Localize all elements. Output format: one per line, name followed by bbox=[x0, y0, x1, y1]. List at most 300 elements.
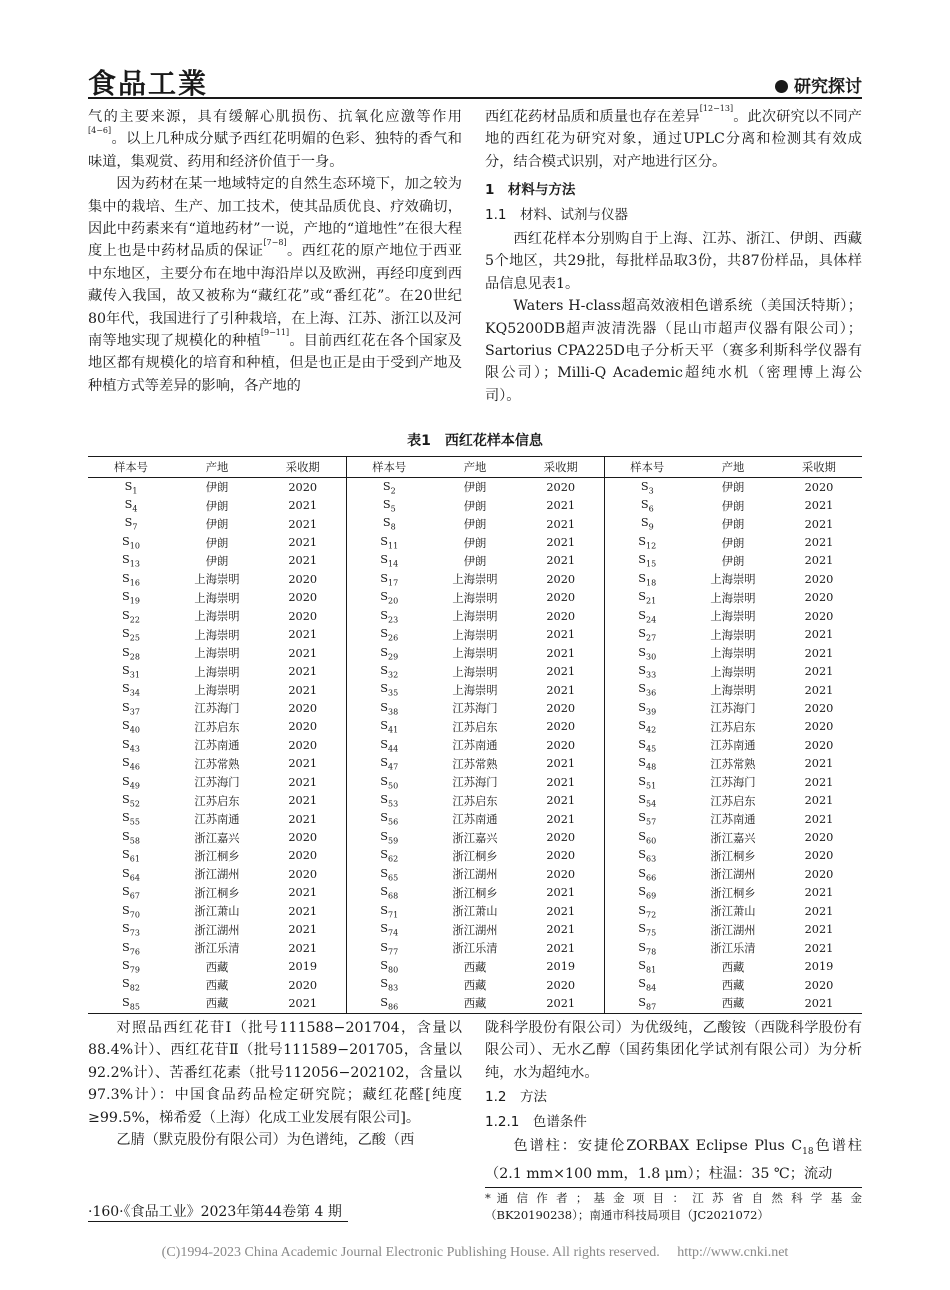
sample-id-cell: $S_{35}$ bbox=[346, 681, 432, 699]
sample-id-cell: $S_{46}$ bbox=[122, 756, 140, 772]
sample-id-cell: $S_{25}$ bbox=[122, 627, 140, 643]
origin-cell: 西藏 bbox=[432, 994, 518, 1013]
origin-cell: 浙江乐清 bbox=[710, 942, 756, 956]
sample-id-cell: $S_{22}$ bbox=[122, 608, 140, 624]
table-row bbox=[88, 699, 862, 717]
table-row bbox=[88, 976, 862, 994]
origin-cell: 西藏 bbox=[721, 979, 745, 993]
sample-id-cell: $S_{42}$ bbox=[604, 718, 690, 736]
section-label bbox=[775, 72, 862, 97]
sample-id-cell: $S_{39}$ bbox=[604, 699, 690, 717]
origin-cell: 浙江桐乡 bbox=[710, 886, 756, 900]
harvest-year-cell: 2020 bbox=[804, 572, 834, 586]
harvest-year-cell: 2020 bbox=[804, 867, 834, 881]
table-header-cell: 产地 bbox=[432, 457, 518, 478]
text: 色谱柱（2.1 mm×100 mm，1.8 μm）；柱温：35 ℃；流动 bbox=[485, 1138, 862, 1183]
harvest-year-cell: 2020 bbox=[546, 591, 576, 605]
origin-cell: 浙江桐乡 bbox=[194, 849, 240, 863]
sample-id-cell: $S_{52}$ bbox=[122, 793, 140, 809]
origin-cell: 上海崇明 bbox=[194, 647, 240, 661]
table-header-cell: 采收期 bbox=[776, 457, 862, 478]
harvest-year-cell: 2020 bbox=[288, 609, 318, 623]
table-row bbox=[88, 644, 862, 662]
origin-cell: 浙江嘉兴 bbox=[710, 831, 756, 845]
harvest-year-cell: 2020 bbox=[804, 831, 834, 845]
sample-id-cell: $S_{17}$ bbox=[346, 570, 432, 588]
harvest-year-cell: 2021 bbox=[546, 683, 576, 697]
harvest-year-cell: 2021 bbox=[804, 628, 834, 642]
left-column-bottom bbox=[88, 1017, 462, 1151]
harvest-year-cell: 2020 bbox=[288, 480, 318, 494]
origin-cell: 浙江湖州 bbox=[710, 923, 756, 937]
harvest-year-cell: 2021 bbox=[804, 499, 834, 513]
page-footer: ·160·《食品工业》2023年第44卷第 4 期 bbox=[88, 1204, 342, 1220]
harvest-year-cell: 2021 bbox=[804, 665, 834, 679]
subsection-heading: 1.2 方法 bbox=[485, 1089, 547, 1106]
harvest-year-cell: 2021 bbox=[288, 554, 318, 568]
origin-cell: 浙江湖州 bbox=[452, 923, 498, 937]
origin-cell: 上海崇明 bbox=[710, 610, 756, 624]
origin-cell: 上海崇明 bbox=[452, 573, 498, 587]
origin-cell: 西藏 bbox=[463, 979, 487, 993]
harvest-year-cell: 2020 bbox=[288, 978, 318, 992]
origin-cell: 浙江萧山 bbox=[452, 905, 498, 919]
origin-cell: 江苏启东 bbox=[452, 720, 498, 734]
sample-id-cell: $S_{36}$ bbox=[604, 681, 690, 699]
origin-cell: 伊朗 bbox=[205, 554, 229, 568]
harvest-year-cell: 2020 bbox=[546, 701, 576, 715]
origin-cell: 上海崇明 bbox=[710, 591, 756, 605]
paragraph: 陇科学股份有限公司）为优级纯，乙酸铵（西陇科学股份有限公司）、无水乙醇（国药集团化学试剂有限公司）为分析纯，水为超纯水。 bbox=[485, 1020, 862, 1081]
sample-id-cell: $S_{77}$ bbox=[346, 939, 432, 957]
sample-id-cell: $S_{63}$ bbox=[604, 847, 690, 865]
harvest-year-cell: 2020 bbox=[546, 978, 576, 992]
harvest-year-cell: 2021 bbox=[804, 646, 834, 660]
sample-id-cell: $S_{72}$ bbox=[604, 902, 690, 920]
origin-cell: 上海崇明 bbox=[710, 665, 756, 679]
sample-id-cell: $S_{65}$ bbox=[346, 865, 432, 883]
table-row bbox=[88, 810, 862, 828]
sample-id-cell: $S_{69}$ bbox=[604, 884, 690, 902]
text: 因为药材在某一地域特定的自然生态环境下，加之较为集中的栽培、生产、加工技术，使其品质优良、疗效确切，因此中药素来有“道地药材”一说，产地的“道地性”在很大程度上也是中药材品质的保证 bbox=[88, 176, 462, 260]
table-row bbox=[88, 736, 862, 754]
origin-cell: 江苏启东 bbox=[710, 720, 756, 734]
table-row bbox=[88, 626, 862, 644]
origin-cell: 江苏常熟 bbox=[452, 757, 498, 771]
origin-cell: 上海崇明 bbox=[194, 684, 240, 698]
sample-id-cell: $S_{32}$ bbox=[346, 662, 432, 680]
section-heading: 1 材料与方法 bbox=[485, 182, 576, 199]
harvest-year-cell: 2020 bbox=[546, 609, 576, 623]
origin-cell: 浙江桐乡 bbox=[452, 886, 498, 900]
sample-id-cell: $S_{60}$ bbox=[604, 828, 690, 846]
sample-id-cell: $S_{30}$ bbox=[604, 644, 690, 662]
harvest-year-cell: 2020 bbox=[804, 701, 834, 715]
sample-id-cell: $S_{15}$ bbox=[604, 552, 690, 570]
sample-id-cell: $S_{67}$ bbox=[122, 885, 140, 901]
harvest-year-cell: 2020 bbox=[804, 978, 834, 992]
header-divider bbox=[88, 97, 862, 99]
origin-cell: 西藏 bbox=[690, 994, 776, 1013]
harvest-year-cell: 2021 bbox=[288, 886, 318, 900]
harvest-year-cell: 2021 bbox=[288, 665, 318, 679]
origin-cell: 伊朗 bbox=[205, 499, 229, 513]
origin-cell: 江苏海门 bbox=[710, 776, 756, 790]
origin-cell: 西藏 bbox=[205, 979, 229, 993]
harvest-year-cell: 2021 bbox=[804, 794, 834, 808]
table-row bbox=[88, 552, 862, 570]
harvest-year-cell: 2020 bbox=[546, 831, 576, 845]
sample-id-cell: $S_{73}$ bbox=[122, 922, 140, 938]
text: 。以上几种成分赋予西红花明媚的色彩、独特的香气和味道，集观赏、药用和经济价值于一身。 bbox=[88, 131, 462, 170]
harvest-year-cell: 2021 bbox=[546, 554, 576, 568]
harvest-year-cell: 2019 bbox=[546, 960, 576, 974]
table-header-cell: 样本号 bbox=[604, 457, 690, 478]
harvest-year-cell: 2021 bbox=[546, 886, 576, 900]
origin-cell: 上海崇明 bbox=[452, 647, 498, 661]
harvest-year-cell: 2020 bbox=[546, 480, 576, 494]
origin-cell: 江苏启东 bbox=[194, 720, 240, 734]
origin-cell: 上海崇明 bbox=[452, 610, 498, 624]
origin-cell: 江苏南通 bbox=[452, 739, 498, 753]
origin-cell: 江苏海门 bbox=[194, 702, 240, 716]
sample-id-cell: $S_{78}$ bbox=[604, 939, 690, 957]
harvest-year-cell: 2021 bbox=[804, 554, 834, 568]
harvest-year-cell: 2021 bbox=[288, 628, 318, 642]
harvest-year-cell: 2020 bbox=[804, 480, 834, 494]
origin-cell: 上海崇明 bbox=[452, 628, 498, 642]
harvest-year-cell: 2021 bbox=[288, 775, 318, 789]
sample-id-cell: $S_{19}$ bbox=[122, 590, 140, 606]
origin-cell: 浙江湖州 bbox=[194, 868, 240, 882]
table-header-cell: 采收期 bbox=[260, 457, 346, 478]
origin-cell: 伊朗 bbox=[463, 481, 487, 495]
sample-id-cell: $S_{27}$ bbox=[604, 626, 690, 644]
origin-cell: 伊朗 bbox=[205, 536, 229, 550]
table-header-row bbox=[88, 457, 862, 478]
table-header-cell: 采收期 bbox=[518, 457, 604, 478]
sample-id-cell: $S_{51}$ bbox=[604, 773, 690, 791]
harvest-year-cell: 2021 bbox=[804, 923, 834, 937]
sample-id-cell: $S_{54}$ bbox=[604, 791, 690, 809]
sample-id-cell: $S_{81}$ bbox=[604, 957, 690, 975]
sample-id-cell: $S_{37}$ bbox=[122, 700, 140, 717]
origin-cell: 上海崇明 bbox=[194, 665, 240, 679]
harvest-year-cell: 2021 bbox=[546, 499, 576, 513]
subsubsection-heading: 1.2.1 色谱条件 bbox=[485, 1113, 587, 1130]
origin-cell: 浙江桐乡 bbox=[710, 849, 756, 863]
sample-id-cell: $S_{80}$ bbox=[346, 957, 432, 975]
harvest-year-cell: 2021 bbox=[804, 812, 834, 826]
harvest-year-cell: 2021 bbox=[804, 757, 834, 771]
sample-id-cell: $S_{57}$ bbox=[604, 810, 690, 828]
table-row bbox=[88, 828, 862, 846]
origin-cell: 上海崇明 bbox=[710, 628, 756, 642]
harvest-year-cell: 2019 bbox=[804, 960, 834, 974]
harvest-year-cell: 2021 bbox=[288, 812, 318, 826]
sample-id-cell: $S_{44}$ bbox=[346, 736, 432, 754]
harvest-year-cell: 2021 bbox=[546, 941, 576, 955]
origin-cell: 伊朗 bbox=[721, 518, 745, 532]
text: 。此次研究以不同产地的西红花为研究对象，通过UPLC分离和检测其有效成分，结合模式识别，对产地进行区分。 bbox=[485, 109, 862, 170]
harvest-year-cell: 2021 bbox=[288, 499, 318, 513]
sample-id-cell: $S_{29}$ bbox=[346, 644, 432, 662]
harvest-year-cell: 2020 bbox=[288, 720, 318, 734]
harvest-year-cell: 2021 bbox=[288, 757, 318, 771]
sample-id-cell: $S_{87}$ bbox=[604, 994, 690, 1013]
sample-id-cell: $S_{14}$ bbox=[346, 552, 432, 570]
harvest-year-cell: 2021 bbox=[804, 536, 834, 550]
harvest-year-cell: 2021 bbox=[288, 646, 318, 660]
sample-id-cell: $S_{16}$ bbox=[122, 571, 140, 588]
table-row bbox=[88, 939, 862, 957]
citation: [7−8] bbox=[263, 238, 287, 248]
origin-cell: 浙江桐乡 bbox=[452, 849, 498, 863]
paragraph bbox=[485, 1135, 862, 1186]
sample-id-cell: $S_{66}$ bbox=[604, 865, 690, 883]
origin-cell: 浙江乐清 bbox=[194, 942, 240, 956]
origin-cell: 浙江湖州 bbox=[452, 868, 498, 882]
bullet-icon bbox=[775, 80, 788, 93]
origin-cell: 江苏启东 bbox=[194, 794, 240, 808]
harvest-year-cell: 2021 bbox=[546, 904, 576, 918]
origin-cell: 伊朗 bbox=[721, 499, 745, 513]
text: 气的主要来源，具有缓解心肌损伤、抗氧化应激等作用 bbox=[88, 109, 462, 125]
table-header-cell: 样本号 bbox=[346, 457, 432, 478]
harvest-year-cell: 2020 bbox=[546, 867, 576, 881]
table-caption: 表1 西红花样本信息 bbox=[407, 433, 543, 449]
harvest-year-cell: 2020 bbox=[288, 849, 318, 863]
origin-cell: 上海崇明 bbox=[194, 628, 240, 642]
sample-id-cell: $S_{49}$ bbox=[122, 774, 140, 790]
sample-id-cell: $S_{82}$ bbox=[122, 977, 140, 993]
harvest-year-cell: 2021 bbox=[288, 923, 318, 937]
citation: [4−6] bbox=[88, 126, 112, 136]
origin-cell: 江苏海门 bbox=[710, 702, 756, 716]
sample-id-cell: $S_{20}$ bbox=[346, 589, 432, 607]
origin-cell: 上海崇明 bbox=[452, 684, 498, 698]
origin-cell: 浙江湖州 bbox=[194, 923, 240, 937]
paragraph bbox=[485, 106, 862, 173]
origin-cell: 江苏南通 bbox=[710, 813, 756, 827]
harvest-year-cell: 2020 bbox=[804, 738, 834, 752]
origin-cell: 江苏海门 bbox=[194, 776, 240, 790]
table-row bbox=[88, 994, 862, 1013]
origin-cell: 江苏南通 bbox=[194, 813, 240, 827]
footer-divider bbox=[88, 1221, 348, 1222]
sample-id-cell: $S_{31}$ bbox=[122, 663, 140, 680]
origin-cell: 江苏海门 bbox=[452, 702, 498, 716]
text: 。西红花的原产地位于西亚中东地区，主要分布在地中海沿岸以及欧洲，再经印度到西藏传入我国，故又被称为“藏红花”或“番红花”。在20世纪80年代，我国进行了引种栽培，在上海、江苏、浙江以及河南等地实现了规模化的种植 bbox=[88, 243, 462, 350]
origin-cell: 伊朗 bbox=[721, 554, 745, 568]
paragraph bbox=[88, 106, 462, 173]
origin-cell: 上海崇明 bbox=[194, 573, 240, 587]
harvest-year-cell: 2021 bbox=[804, 683, 834, 697]
origin-cell: 江苏海门 bbox=[452, 776, 498, 790]
harvest-year-cell: 2021 bbox=[546, 775, 576, 789]
origin-cell: 伊朗 bbox=[463, 536, 487, 550]
table-row bbox=[88, 681, 862, 699]
origin-cell: 江苏启东 bbox=[452, 794, 498, 808]
harvest-year-cell: 2020 bbox=[546, 572, 576, 586]
sample-id-cell: $S_{11}$ bbox=[346, 533, 432, 551]
harvest-year-cell: 2021 bbox=[518, 994, 604, 1013]
left-column-top bbox=[88, 106, 462, 397]
origin-cell: 江苏常熟 bbox=[194, 757, 240, 771]
origin-cell: 上海崇明 bbox=[452, 591, 498, 605]
harvest-year-cell: 2021 bbox=[804, 517, 834, 531]
sample-id-cell: $S_{33}$ bbox=[604, 662, 690, 680]
table-row bbox=[88, 921, 862, 939]
origin-cell: 西藏 bbox=[174, 994, 260, 1013]
harvest-year-cell: 2021 bbox=[804, 886, 834, 900]
table-row bbox=[88, 515, 862, 533]
sample-id-cell: $S_{47}$ bbox=[346, 755, 432, 773]
sample-id-cell: $S_{62}$ bbox=[346, 847, 432, 865]
sample-id-cell: $S_1$ bbox=[124, 479, 138, 495]
harvest-year-cell: 2021 bbox=[288, 536, 318, 550]
sample-id-cell: $S_{24}$ bbox=[604, 607, 690, 625]
sample-id-cell: $S_{70}$ bbox=[122, 903, 140, 919]
sample-table bbox=[88, 456, 862, 1014]
sample-id-cell: $S_{79}$ bbox=[122, 958, 140, 975]
origin-cell: 伊朗 bbox=[463, 518, 487, 532]
origin-cell: 浙江桐乡 bbox=[194, 886, 240, 900]
origin-cell: 西藏 bbox=[463, 960, 487, 974]
origin-cell: 西藏 bbox=[205, 960, 229, 974]
harvest-year-cell: 2021 bbox=[546, 665, 576, 679]
sample-id-cell: $S_{34}$ bbox=[122, 682, 140, 698]
origin-cell: 江苏南通 bbox=[710, 739, 756, 753]
harvest-year-cell: 2020 bbox=[546, 738, 576, 752]
table-row bbox=[88, 884, 862, 902]
table-row bbox=[88, 902, 862, 920]
harvest-year-cell: 2021 bbox=[804, 904, 834, 918]
origin-cell: 伊朗 bbox=[721, 536, 745, 550]
table-body bbox=[88, 478, 862, 1014]
origin-cell: 西藏 bbox=[721, 960, 745, 974]
paragraph: 乙腈（默克股份有限公司）为色谱纯，乙酸（西 bbox=[116, 1132, 415, 1149]
origin-cell: 浙江嘉兴 bbox=[452, 831, 498, 845]
harvest-year-cell: 2020 bbox=[288, 738, 318, 752]
harvest-year-cell: 2020 bbox=[804, 849, 834, 863]
origin-cell: 上海崇明 bbox=[710, 684, 756, 698]
sample-id-cell: $S_{50}$ bbox=[346, 773, 432, 791]
fund-divider bbox=[485, 1187, 862, 1188]
table-row bbox=[88, 589, 862, 607]
harvest-year-cell: 2021 bbox=[546, 794, 576, 808]
origin-cell: 浙江萧山 bbox=[710, 905, 756, 919]
harvest-year-cell: 2021 bbox=[288, 794, 318, 808]
harvest-year-cell: 2021 bbox=[776, 994, 862, 1013]
citation: [9−11] bbox=[260, 328, 290, 338]
sample-id-cell: $S_{48}$ bbox=[604, 755, 690, 773]
harvest-year-cell: 2021 bbox=[546, 517, 576, 531]
right-column-top bbox=[485, 106, 862, 407]
citation: [12−13] bbox=[699, 104, 734, 113]
origin-cell: 浙江湖州 bbox=[710, 868, 756, 882]
sample-id-cell: $S_{85}$ bbox=[88, 994, 174, 1013]
harvest-year-cell: 2020 bbox=[288, 701, 318, 715]
sample-id-cell: $S_{83}$ bbox=[346, 976, 432, 994]
harvest-year-cell: 2021 bbox=[288, 683, 318, 697]
table-row bbox=[88, 773, 862, 791]
copyright-line: (C)1994-2023 China Academic Journal Electronic Publishing House. All rights reserved. http://www.cnki.net bbox=[161, 1245, 789, 1260]
sample-id-cell: $S_{26}$ bbox=[346, 626, 432, 644]
sample-id-cell: $S_{53}$ bbox=[346, 791, 432, 809]
sample-id-cell: $S_{23}$ bbox=[346, 607, 432, 625]
sample-id-cell: $S_{56}$ bbox=[346, 810, 432, 828]
sample-id-cell: $S_{71}$ bbox=[346, 902, 432, 920]
table-row bbox=[88, 478, 862, 497]
sample-id-cell: $S_{10}$ bbox=[122, 534, 140, 551]
sample-id-cell: $S_{75}$ bbox=[604, 921, 690, 939]
sample-id-cell: $S_6$ bbox=[604, 496, 690, 514]
harvest-year-cell: 2021 bbox=[546, 757, 576, 771]
sample-id-cell: $S_9$ bbox=[604, 515, 690, 533]
table-row bbox=[88, 718, 862, 736]
table-row bbox=[88, 957, 862, 975]
origin-cell: 江苏南通 bbox=[194, 739, 240, 753]
harvest-year-cell: 2020 bbox=[804, 591, 834, 605]
paragraph: 西红花样本分别购自于上海、江苏、浙江、伊朗、西藏5个地区，共29批，每批样品取3份，共87份样品，具体样品信息见表1。 bbox=[485, 231, 862, 292]
harvest-year-cell: 2019 bbox=[288, 960, 318, 974]
sample-id-cell: $S_4$ bbox=[124, 498, 138, 514]
sample-id-cell: $S_{64}$ bbox=[122, 866, 140, 883]
sample-id-cell: $S_{68}$ bbox=[346, 884, 432, 902]
origin-cell: 伊朗 bbox=[463, 554, 487, 568]
harvest-year-cell: 2020 bbox=[288, 831, 318, 845]
origin-cell: 上海崇明 bbox=[452, 665, 498, 679]
sample-id-cell: $S_{13}$ bbox=[122, 553, 140, 569]
sample-id-cell: $S_{18}$ bbox=[604, 570, 690, 588]
harvest-year-cell: 2020 bbox=[804, 720, 834, 734]
sample-id-cell: $S_{12}$ bbox=[604, 533, 690, 551]
harvest-year-cell: 2021 bbox=[804, 941, 834, 955]
table-row bbox=[88, 533, 862, 551]
fund-note: * 通 信 作 者 ； 基 金 项 目 ： 江 苏 省 自 然 科 学 基 金（BK20190238）；南通市科技局项目（JC2021072） bbox=[485, 1191, 862, 1222]
sample-id-cell: $S_{61}$ bbox=[122, 848, 140, 864]
sample-id-cell: $S_{40}$ bbox=[122, 719, 140, 735]
table-header-cell: 样本号 bbox=[88, 457, 174, 478]
harvest-year-cell: 2020 bbox=[546, 720, 576, 734]
harvest-year-cell: 2021 bbox=[546, 812, 576, 826]
harvest-year-cell: 2020 bbox=[288, 867, 318, 881]
origin-cell: 江苏常熟 bbox=[710, 757, 756, 771]
origin-cell: 浙江萧山 bbox=[194, 905, 240, 919]
sample-id-cell: $S_{86}$ bbox=[346, 994, 432, 1013]
origin-cell: 上海崇明 bbox=[194, 591, 240, 605]
origin-cell: 伊朗 bbox=[721, 481, 745, 495]
origin-cell: 上海崇明 bbox=[710, 573, 756, 587]
table-row bbox=[88, 847, 862, 865]
table-row bbox=[88, 865, 862, 883]
sample-id-cell: $S_{43}$ bbox=[122, 737, 140, 753]
harvest-year-cell: 2021 bbox=[288, 904, 318, 918]
sample-id-cell: $S_{21}$ bbox=[604, 589, 690, 607]
sample-id-cell: $S_7$ bbox=[124, 516, 138, 532]
origin-cell: 伊朗 bbox=[205, 518, 229, 532]
origin-cell: 伊朗 bbox=[463, 499, 487, 513]
sample-id-cell: $S_{59}$ bbox=[346, 828, 432, 846]
harvest-year-cell: 2020 bbox=[546, 849, 576, 863]
table-header-cell: 产地 bbox=[690, 457, 776, 478]
harvest-year-cell: 2021 bbox=[288, 517, 318, 531]
sample-id-cell: $S_8$ bbox=[346, 515, 432, 533]
table-row bbox=[88, 662, 862, 680]
sample-id-cell: $S_{28}$ bbox=[122, 645, 140, 661]
harvest-year-cell: 2021 bbox=[546, 628, 576, 642]
